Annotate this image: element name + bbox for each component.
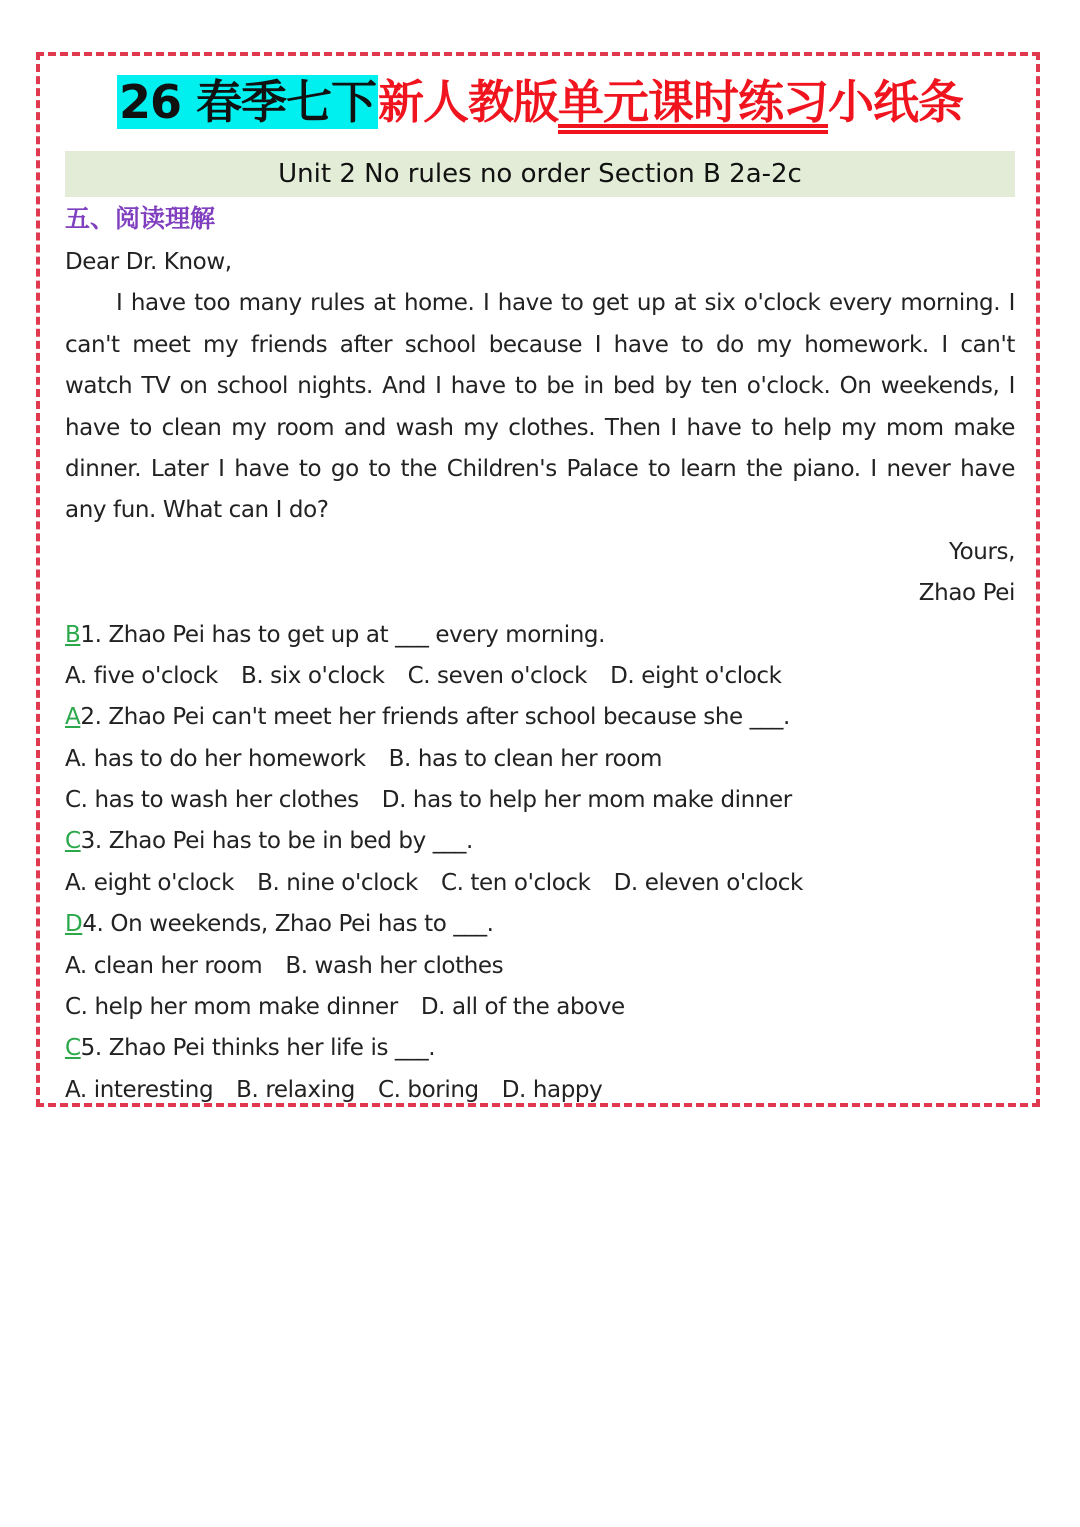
option: D. all of the above bbox=[420, 994, 625, 1021]
letter-line: watch TV on school nights. And I have to be in bed by ten o'clock. On weekends, I bbox=[65, 373, 1015, 400]
option: B. nine o'clock bbox=[257, 869, 418, 896]
option: D. eleven o'clock bbox=[613, 869, 803, 896]
option: A. five o'clock bbox=[65, 662, 218, 689]
letter-closing: Yours, bbox=[949, 538, 1015, 565]
option: A. interesting bbox=[65, 1076, 214, 1103]
title-red: 新人教版 bbox=[378, 75, 559, 129]
question-stem bbox=[65, 821, 1015, 862]
question-stem bbox=[65, 904, 1015, 945]
option: D. happy bbox=[501, 1076, 603, 1103]
letter-greeting: Dear Dr. Know, bbox=[65, 249, 232, 275]
option-row bbox=[65, 739, 1015, 780]
answer-key: B bbox=[65, 621, 81, 648]
option-row bbox=[65, 946, 1015, 987]
option: C. boring bbox=[377, 1076, 479, 1103]
option-row bbox=[65, 863, 1015, 904]
option: D. eight o'clock bbox=[610, 662, 782, 689]
answer-key: C bbox=[65, 1035, 81, 1062]
question-stem bbox=[65, 1028, 1015, 1069]
letter-line: can't meet my friends after school because I have to do my homework. I can't bbox=[65, 331, 1015, 358]
option: A. eight o'clock bbox=[65, 869, 235, 896]
letter-line: have to clean my room and wash my clothes. Then I have to help my mom make bbox=[65, 414, 1015, 441]
option: A. has to do her homework bbox=[65, 745, 366, 772]
section-heading: 五、阅读理解 bbox=[65, 204, 216, 233]
title-tail: 小纸条 bbox=[828, 75, 964, 129]
page-title bbox=[0, 62, 1080, 142]
content-body bbox=[65, 242, 1015, 1111]
option: A. clean her room bbox=[65, 952, 263, 979]
question-text: 4. On weekends, Zhao Pei has to ___. bbox=[82, 911, 494, 938]
option: C. has to wash her clothes bbox=[65, 787, 359, 814]
question-stem bbox=[65, 615, 1015, 656]
question-text: 2. Zhao Pei can't meet her friends after school because she ___. bbox=[80, 704, 790, 731]
option: B. relaxing bbox=[236, 1076, 355, 1103]
option-row bbox=[65, 656, 1015, 697]
question-text: 3. Zhao Pei has to be in bed by ___. bbox=[80, 828, 473, 855]
answer-key: C bbox=[65, 828, 81, 855]
option: C. help her mom make dinner bbox=[65, 994, 398, 1021]
option: B. has to clean her room bbox=[388, 745, 663, 772]
question-text: 1. Zhao Pei has to get up at ___ every morning. bbox=[80, 621, 605, 648]
answer-key: D bbox=[65, 911, 83, 938]
option: B. wash her clothes bbox=[285, 952, 504, 979]
question-text: 5. Zhao Pei thinks her life is ___. bbox=[80, 1035, 436, 1062]
option: C. seven o'clock bbox=[407, 662, 588, 689]
title-underlined: 单元课时练习 bbox=[558, 75, 829, 129]
option-row bbox=[65, 780, 1015, 821]
option-row bbox=[65, 987, 1015, 1028]
unit-banner: Unit 2 No rules no order Section B 2a-2c bbox=[65, 151, 1015, 197]
title-highlight: 26 春季七下 bbox=[118, 75, 377, 129]
question-stem bbox=[65, 697, 1015, 738]
option: D. has to help her mom make dinner bbox=[381, 787, 792, 814]
letter-line: dinner. Later I have to go to the Children's Palace to learn the piano. I never have bbox=[65, 455, 1015, 482]
option: C. ten o'clock bbox=[440, 869, 591, 896]
letter-line: any fun. What can I do? bbox=[65, 497, 329, 524]
option-row bbox=[65, 1070, 1015, 1111]
option: B. six o'clock bbox=[240, 662, 385, 689]
letter-line: I have too many rules at home. I have to get up at six o'clock every morning. I bbox=[116, 290, 1015, 317]
answer-key: A bbox=[65, 704, 81, 731]
letter-signature: Zhao Pei bbox=[918, 580, 1015, 607]
